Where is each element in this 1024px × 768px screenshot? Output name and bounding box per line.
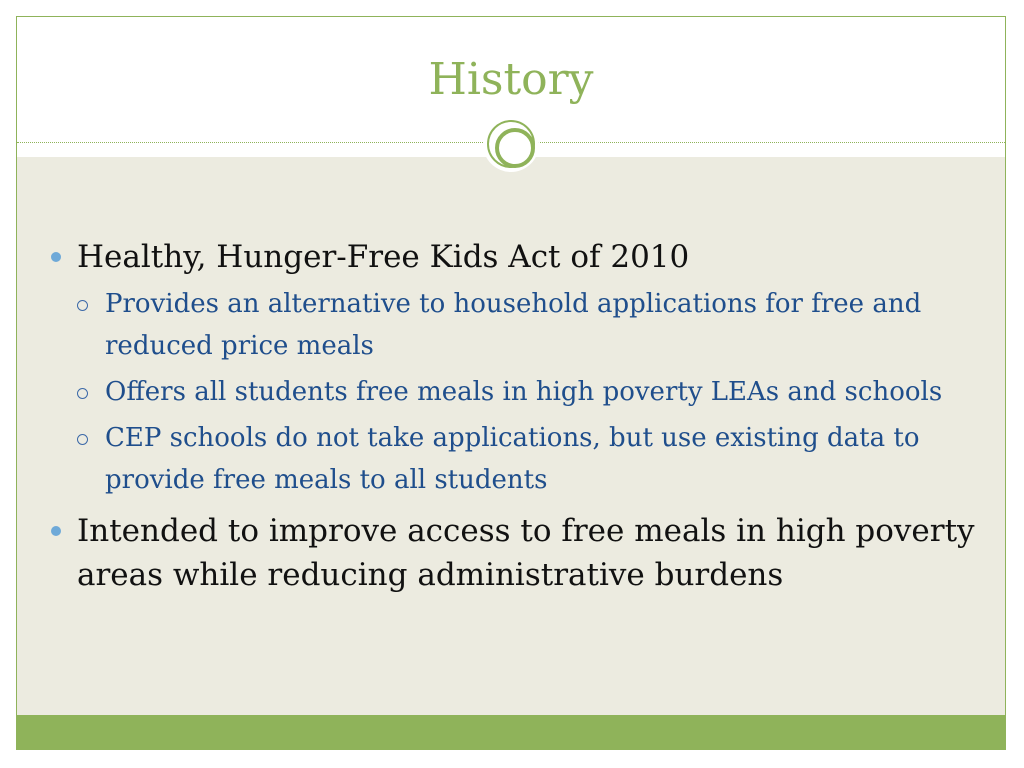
circle-ornament-icon — [483, 116, 539, 172]
hollow-circle-bullet-icon — [77, 388, 88, 399]
slide-title: History — [428, 54, 594, 105]
footer-band — [17, 715, 1005, 750]
bullet-text: Healthy, Hunger-Free Kids Act of 2010 — [77, 239, 690, 275]
ornament-inner-ring — [495, 128, 535, 168]
sub-bullet-text: Offers all students free meals in high poverty LEAs and schools — [105, 377, 943, 407]
sub-bullet-list — [75, 283, 977, 501]
slide — [16, 16, 1006, 750]
hollow-circle-bullet-icon — [77, 300, 88, 311]
bullet-text: Intended to improve access to free meals in high poverty areas while reducing administrative burdens — [77, 513, 975, 593]
sub-bullet-text: Provides an alternative to household applications for free and reduced price meals — [105, 289, 922, 361]
bullet-dot-icon — [51, 252, 61, 262]
ornament-outer-ring — [487, 120, 535, 168]
sub-bullet-item — [75, 371, 977, 413]
sub-bullet-item — [75, 417, 977, 501]
bullet-list — [47, 235, 977, 605]
sub-bullet-item — [75, 283, 977, 367]
hollow-circle-bullet-icon — [77, 434, 88, 445]
bullet-item — [47, 235, 977, 501]
sub-bullet-text: CEP schools do not take applications, but use existing data to provide free meals to all students — [105, 423, 920, 495]
bullet-item — [47, 509, 977, 597]
bullet-dot-icon — [51, 526, 61, 536]
